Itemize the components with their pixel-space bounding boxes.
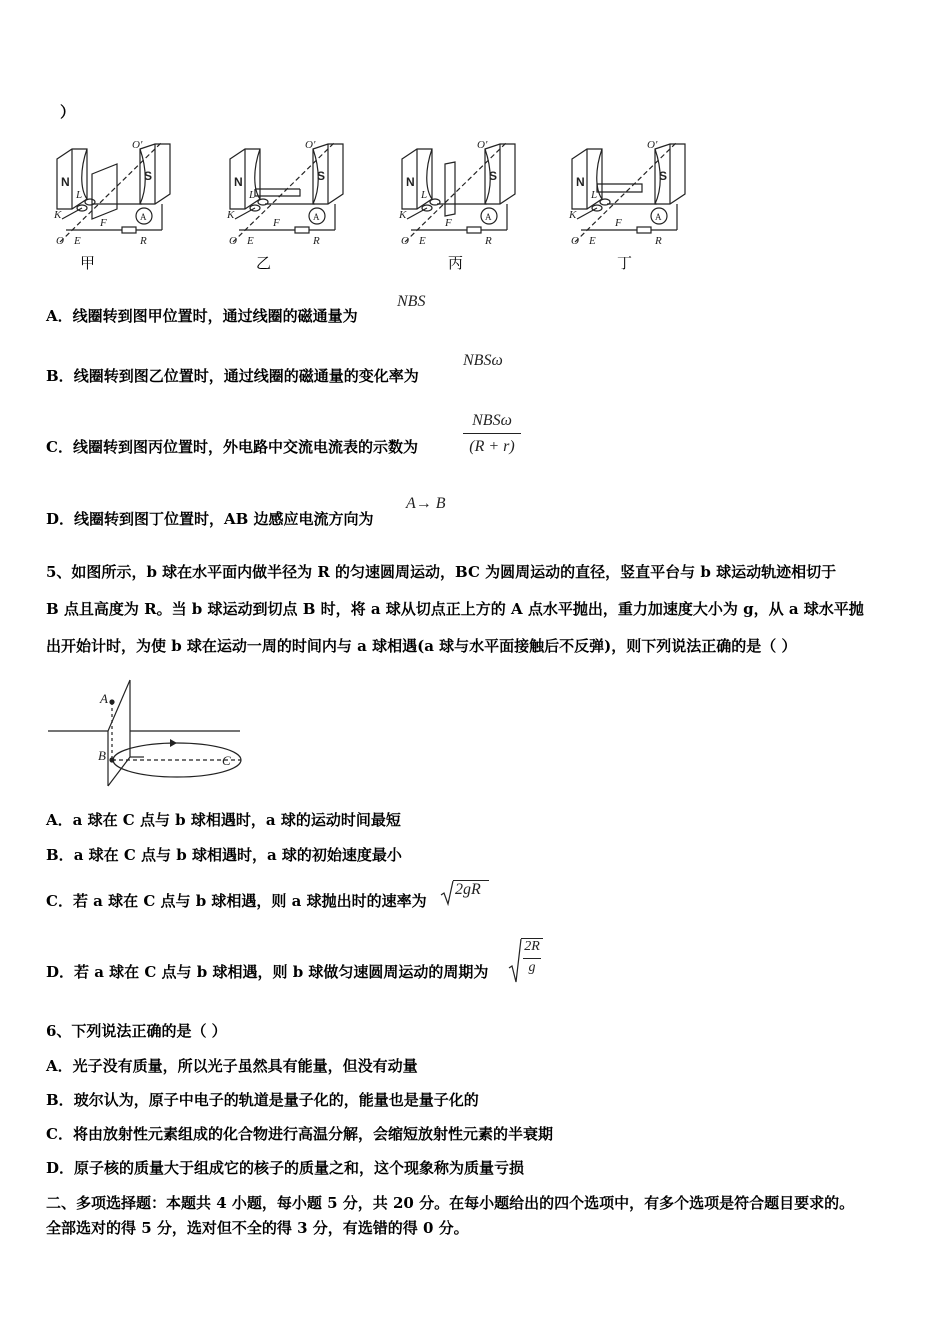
label-o: O: [401, 235, 409, 247]
q6-stem: 6、下列说法正确的是（ ）: [46, 1022, 227, 1040]
option-letter: B．: [46, 367, 74, 385]
point-b-label: B: [98, 748, 106, 763]
label-k: K: [399, 209, 407, 221]
q6-option-c: [46, 1124, 553, 1144]
magnet-n-label: N: [406, 175, 415, 189]
fraction-bar: [463, 433, 521, 434]
q5-option-d-numerator: 2R: [524, 939, 540, 954]
magnet-s-label: S: [489, 169, 498, 183]
label-o: O: [229, 235, 237, 247]
label-o: O: [571, 235, 579, 247]
q4-option-c-denominator: (R + r): [469, 438, 515, 455]
label-l: L: [591, 189, 598, 201]
option-text: 线圈转到图丙位置时，外电路中交流电流表的示数为: [72, 438, 418, 456]
point-a-label: A: [100, 691, 108, 706]
generator-figure-ding: [567, 134, 697, 249]
q5-option-d-denominator: g: [528, 960, 536, 975]
ammeter-label: A: [655, 212, 662, 222]
option-letter: A．: [46, 307, 73, 325]
label-o-prime: O': [477, 139, 488, 151]
q4-option-a: [46, 306, 358, 326]
q5-option-b: [46, 845, 402, 865]
option-text: 原子核的质量大于组成它的核子的质量之和，这个现象称为质量亏损: [74, 1159, 525, 1177]
label-e: E: [74, 235, 81, 247]
label-k: K: [227, 209, 235, 221]
q6-option-a: [46, 1056, 418, 1076]
q5-stem-line-2: B 点且高度为 R。当 b 球运动到切点 B 时，将 a 球从切点正上方的 A 点水平抛出，重力加速度大小为 g，从 a 球水平抛: [46, 600, 864, 618]
label-f: F: [615, 217, 622, 229]
label-e: E: [419, 235, 426, 247]
option-letter: D．: [46, 510, 75, 528]
label-o-prime: O': [132, 139, 143, 151]
figure-caption-yi: 乙: [256, 254, 272, 272]
question-4-tail: ）: [60, 103, 76, 121]
option-letter: B．: [46, 1091, 74, 1109]
label-o-prime: O': [647, 139, 658, 151]
q4-option-a-formula: NBS: [397, 293, 426, 310]
q5-stem-line-1: 5、如图所示，b 球在水平面内做半径为 R 的匀速圆周运动，BC 为圆周运动的直径，竖直平台与 b 球运动轨迹相切于: [46, 563, 837, 581]
option-text: 线圈转到图乙位置时，通过线圈的磁通量的变化率为: [73, 367, 419, 385]
figure-caption-jia: 甲: [80, 254, 96, 272]
magnet-n-label: N: [576, 175, 585, 189]
option-text: 线圈转到图甲位置时，通过线圈的磁通量为: [72, 307, 358, 325]
figure-caption-bing: 丙: [448, 254, 464, 272]
option-letter: C．: [46, 1125, 73, 1143]
magnet-n-label: N: [234, 175, 243, 189]
ammeter-label: A: [140, 212, 147, 222]
label-e: E: [589, 235, 596, 247]
generator-figure-bing: [397, 134, 527, 249]
ammeter-label: A: [313, 212, 320, 222]
q4-option-d: [46, 509, 374, 529]
label-l: L: [421, 189, 428, 201]
label-k: K: [569, 209, 577, 221]
label-f: F: [100, 217, 107, 229]
q6-option-b: [46, 1090, 479, 1110]
option-text: 若 a 球在 C 点与 b 球相遇，则 b 球做匀速圆周运动的周期为: [74, 963, 489, 981]
generator-figure-yi: [225, 134, 355, 249]
q4-option-b-formula: NBSω: [463, 352, 503, 369]
option-letter: D．: [46, 1159, 75, 1177]
option-text: 若 a 球在 C 点与 b 球相遇，则 a 球抛出时的速率为: [72, 892, 427, 910]
label-o-prime: O': [305, 139, 316, 151]
option-letter: A．: [46, 811, 73, 829]
q5-option-a: [46, 810, 401, 830]
option-text: 线圈转到图丁位置时，AB 边感应电流方向为: [74, 510, 374, 528]
figure-caption-ding: 丁: [617, 254, 633, 272]
q5-stem-line-3: 出开始计时，为使 b 球在运动一周的时间内与 a 球相遇(a 球与水平面接触后不反弹)，则下列说法正确的是（ ）: [46, 637, 797, 655]
option-letter: B．: [46, 846, 74, 864]
option-letter: C．: [46, 438, 73, 456]
option-text: 光子没有质量，所以光子虽然具有能量，但没有动量: [72, 1057, 418, 1075]
q5-option-c-formula: 2gR: [455, 881, 481, 898]
magnet-s-label: S: [659, 169, 668, 183]
label-o: O: [56, 235, 64, 247]
label-l: L: [249, 189, 256, 201]
option-text: a 球在 C 点与 b 球相遇时，a 球的初始速度最小: [73, 846, 402, 864]
point-c-label: C: [222, 753, 231, 768]
q5-option-d: [46, 962, 488, 982]
label-r: R: [313, 235, 320, 247]
q4-option-c-numerator: NBSω: [472, 412, 512, 429]
q4-option-b: [46, 366, 419, 386]
option-text: 将由放射性元素组成的化合物进行高温分解，会缩短放射性元素的半衰期: [72, 1125, 553, 1143]
magnet-s-label: S: [144, 169, 153, 183]
q5-option-c: [46, 891, 427, 911]
q6-option-d: [46, 1158, 524, 1178]
magnet-n-label: N: [61, 175, 70, 189]
section-2-heading: 二、多项选择题：本题共 4 小题，每小题 5 分，共 20 分。在每小题给出的四个选项中，有多个选项是符合题目要求的。: [46, 1194, 855, 1212]
magnet-s-label: S: [317, 169, 326, 183]
label-e: E: [247, 235, 254, 247]
fraction-bar: [523, 958, 541, 959]
label-f: F: [445, 217, 452, 229]
option-letter: C．: [46, 892, 73, 910]
option-letter: D．: [46, 963, 75, 981]
option-text: a 球在 C 点与 b 球相遇时，a 球的运动时间最短: [72, 811, 401, 829]
q4-option-d-formula: A→ B: [406, 495, 446, 512]
label-l: L: [76, 189, 83, 201]
sqrt-sign-icon: [440, 880, 454, 906]
generator-figure-jia: [52, 134, 182, 249]
label-r: R: [485, 235, 492, 247]
option-letter: A．: [46, 1057, 73, 1075]
section-2-scoring: 全部选对的得 5 分，选对但不全的得 3 分，有选错的得 0 分。: [46, 1219, 469, 1237]
q4-option-c: [46, 437, 418, 457]
platform-ball-figure: [44, 672, 249, 792]
ammeter-label: A: [485, 212, 492, 222]
option-text: 玻尔认为，原子中电子的轨道是量子化的，能量也是量子化的: [73, 1091, 479, 1109]
sqrt-sign-icon: [508, 938, 522, 984]
label-f: F: [273, 217, 280, 229]
label-r: R: [140, 235, 147, 247]
label-k: K: [54, 209, 62, 221]
label-r: R: [655, 235, 662, 247]
